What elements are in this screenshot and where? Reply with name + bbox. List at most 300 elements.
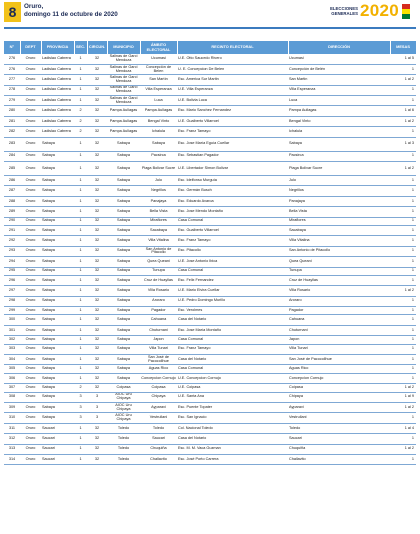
cell-municipality: Sabaya <box>107 325 140 335</box>
cell-municipality: Sabaya <box>107 267 140 275</box>
cell-circunscription: 32 <box>87 64 107 74</box>
cell-section: 1 <box>74 75 87 85</box>
cell-tables: 1 <box>390 307 416 315</box>
cell-department: Oruro <box>20 96 41 106</box>
cell-ambit: Bella Vista <box>140 207 177 217</box>
cell-tables: 1 <box>390 225 416 235</box>
cell-department: Oruro <box>20 127 41 137</box>
cell-number: 292 <box>4 236 20 246</box>
cell-province: Sabaya <box>41 151 74 161</box>
cell-number: 295 <box>4 267 20 275</box>
cell-section: 1 <box>74 296 87 306</box>
table-row <box>4 275 416 285</box>
cell-ambit: Coipasa <box>140 384 177 392</box>
cell-number: 278 <box>4 85 20 95</box>
cell-ambit: Negrillos <box>140 186 177 196</box>
table-row <box>4 403 416 413</box>
cell-circunscription: 32 <box>87 85 107 95</box>
cell-tables: 1 <box>390 413 416 423</box>
cell-circunscription: 32 <box>87 365 107 373</box>
cell-municipality: Salinas de Garci Mendoza <box>107 96 140 106</box>
cell-section: 1 <box>74 54 87 64</box>
cell-ambit: Ucumasi <box>140 54 177 64</box>
cell-number: 282 <box>4 127 20 137</box>
cell-precinct: Esc. Franz Tamayo <box>177 236 288 246</box>
cell-ambit: Concepción de Belen <box>140 64 177 74</box>
column-header: SEC. <box>74 41 87 54</box>
cell-circunscription: 32 <box>87 355 107 365</box>
cell-province: Sabaya <box>41 403 74 413</box>
cell-province: Sabaya <box>41 207 74 217</box>
cell-precinct: Esc. Pitacollo <box>177 246 288 256</box>
cell-precinct: Esc. Germán Busch <box>177 186 288 196</box>
cell-province: Sabaya <box>41 315 74 325</box>
cell-province: Sabaya <box>41 365 74 373</box>
cell-address: Concepción de Belén <box>288 64 390 74</box>
cell-ambit: San Antonio de Pitacollo <box>140 246 177 256</box>
table-row <box>4 137 416 151</box>
cell-number: 297 <box>4 286 20 296</box>
department-label: Oruro, <box>24 3 44 10</box>
table-row <box>4 196 416 206</box>
cell-precinct: Esc. Jose Mendo Montaño <box>177 207 288 217</box>
cell-department: Oruro <box>20 355 41 365</box>
table-row <box>4 344 416 354</box>
column-header: DIRECCIÓN <box>288 41 390 54</box>
cell-circunscription: 32 <box>87 434 107 444</box>
cell-ambit: Challavito <box>140 454 177 464</box>
cell-address: Quea Queani <box>288 257 390 267</box>
table-row <box>4 434 416 444</box>
cell-department: Oruro <box>20 106 41 116</box>
cell-section: 3 <box>74 392 87 402</box>
table-header-row <box>4 41 416 54</box>
cell-section: 1 <box>74 85 87 95</box>
cell-number: 285 <box>4 162 20 176</box>
cell-province: Sabaya <box>41 225 74 235</box>
cell-tables: 1 <box>390 365 416 373</box>
cell-address: Challavito <box>288 454 390 464</box>
cell-department: Oruro <box>20 267 41 275</box>
cell-address: Saucari <box>288 434 390 444</box>
cell-circunscription: 32 <box>87 96 107 106</box>
polling-stations-table <box>4 41 417 465</box>
table-row <box>4 162 416 176</box>
cell-circunscription: 32 <box>87 444 107 454</box>
cell-circunscription: 32 <box>87 315 107 325</box>
cell-precinct: Esc. Gualberto Villarroel <box>177 225 288 235</box>
cell-province: Ladislao Cabrera <box>41 116 74 126</box>
cell-circunscription: 3 <box>87 413 107 423</box>
cell-municipality: Sabaya <box>107 344 140 354</box>
table-row <box>4 64 416 74</box>
cell-section: 1 <box>74 176 87 186</box>
cell-number: 284 <box>4 151 20 161</box>
cell-municipality: Sabaya <box>107 286 140 296</box>
cell-precinct: U.E. Jose Antonio Ibica <box>177 257 288 267</box>
cell-province: Saucari <box>41 444 74 454</box>
cell-department: Oruro <box>20 217 41 225</box>
cell-ambit: Pacsirca <box>140 151 177 161</box>
cell-department: Oruro <box>20 246 41 256</box>
cell-address: Panajaya <box>288 196 390 206</box>
cell-tables: 1 al 3 <box>390 137 416 151</box>
cell-province: Sabaya <box>41 275 74 285</box>
column-header: N° <box>4 41 20 54</box>
cell-number: 287 <box>4 186 20 196</box>
cell-ambit: Toledo <box>140 423 177 433</box>
cell-address: San Antonio de Pitacollo <box>288 246 390 256</box>
cell-ambit: Villa Tunari <box>140 344 177 354</box>
cell-ambit: Tunupa <box>140 267 177 275</box>
cell-address: Aguas Rico <box>288 365 390 373</box>
cell-address: Aroraro <box>288 296 390 306</box>
cell-province: Sabaya <box>41 373 74 383</box>
cell-number: 277 <box>4 75 20 85</box>
cell-department: Oruro <box>20 116 41 126</box>
table-row <box>4 85 416 95</box>
cell-precinct: Esc. America Sur Martin <box>177 75 288 85</box>
cell-ambit: Vestrullani <box>140 413 177 423</box>
cell-department: Oruro <box>20 384 41 392</box>
cell-section: 1 <box>74 325 87 335</box>
cell-number: 306 <box>4 373 20 383</box>
cell-section: 1 <box>74 275 87 285</box>
cell-section: 3 <box>74 413 87 423</box>
cell-department: Oruro <box>20 225 41 235</box>
cell-precinct: Esc. Puente Topater <box>177 403 288 413</box>
cell-department: Oruro <box>20 186 41 196</box>
cell-section: 1 <box>74 286 87 296</box>
table-row <box>4 176 416 186</box>
cell-municipality: Sabaya <box>107 225 140 235</box>
cell-municipality: Salinas de Garci Mendoza <box>107 54 140 64</box>
cell-department: Oruro <box>20 286 41 296</box>
cell-municipality: AIOC Uru Chipaya <box>107 403 140 413</box>
cell-section: 1 <box>74 307 87 315</box>
cell-address: Piaga Bolivar Sucre <box>288 162 390 176</box>
cell-circunscription: 32 <box>87 196 107 206</box>
cell-ambit: Ichalula <box>140 127 177 137</box>
cell-municipality: Sabaya <box>107 137 140 151</box>
cell-number: 276 <box>4 64 20 74</box>
cell-tables: 1 al 2 <box>390 286 416 296</box>
cell-circunscription: 32 <box>87 344 107 354</box>
cell-section: 1 <box>74 236 87 246</box>
cell-ambit: Panajaya <box>140 196 177 206</box>
cell-number: 290 <box>4 217 20 225</box>
cell-municipality: Salinas de Garci Mendoza <box>107 85 140 95</box>
cell-municipality: Sabaya <box>107 196 140 206</box>
table-row <box>4 225 416 235</box>
flag-stripe-green <box>402 14 410 19</box>
cell-municipality: Salinas de Garci Mendoza <box>107 75 140 85</box>
cell-department: Oruro <box>20 137 41 151</box>
cell-department: Oruro <box>20 344 41 354</box>
cell-tables: 1 al 2 <box>390 403 416 413</box>
cell-province: Ladislao Cabrera <box>41 96 74 106</box>
cell-number: 301 <box>4 325 20 335</box>
header-divider <box>4 27 416 29</box>
cell-ambit: Pampa Aullagas <box>140 106 177 116</box>
cell-circunscription: 32 <box>87 151 107 161</box>
cell-province: Sabaya <box>41 196 74 206</box>
column-header: ÁMBITO ELECTORAL <box>140 41 177 54</box>
cell-circunscription: 32 <box>87 246 107 256</box>
cell-precinct: Esc. Mario Sanchez Fernandez <box>177 106 288 116</box>
cell-precinct: Esc. Verolmes <box>177 307 288 315</box>
cell-precinct: Esc. Eduardo Avaroa <box>177 196 288 206</box>
cell-circunscription: 3 <box>87 392 107 402</box>
cell-municipality: Sabaya <box>107 151 140 161</box>
cell-province: Sabaya <box>41 186 74 196</box>
cell-tables: 1 <box>390 355 416 365</box>
cell-precinct: U.E. Concepcion Cornujo <box>177 373 288 383</box>
cell-address: Villa Tunari <box>288 344 390 354</box>
cell-address: Chuquiña <box>288 444 390 454</box>
cell-precinct: Esc. San Ignacio <box>177 413 288 423</box>
cell-department: Oruro <box>20 296 41 306</box>
cell-municipality: Toledo <box>107 423 140 433</box>
cell-municipality: Sabaya <box>107 296 140 306</box>
cell-province: Sabaya <box>41 307 74 315</box>
cell-precinct: Col. Nacional Toledo <box>177 423 288 433</box>
cell-section: 1 <box>74 217 87 225</box>
cell-municipality: Sabaya <box>107 365 140 373</box>
cell-precinct: Esc. José Porto Carrera <box>177 454 288 464</box>
cell-province: Sabaya <box>41 257 74 267</box>
cell-department: Oruro <box>20 373 41 383</box>
cell-number: 288 <box>4 196 20 206</box>
table-row <box>4 246 416 256</box>
table-row <box>4 127 416 137</box>
cell-precinct: Casa del Notario <box>177 315 288 325</box>
cell-province: Sabaya <box>41 344 74 354</box>
cell-precinct: U.E. Libertador Simon Bolivar <box>177 162 288 176</box>
cell-precinct: U.E. Pedro Domingo Murillo <box>177 296 288 306</box>
cell-province: Sabaya <box>41 176 74 186</box>
table-row <box>4 373 416 383</box>
cell-address: Pacsirca <box>288 151 390 161</box>
cell-department: Oruro <box>20 275 41 285</box>
cell-circunscription: 32 <box>87 207 107 217</box>
cell-province: Sabaya <box>41 217 74 225</box>
cell-precinct: Esc. Sebastian Pagador <box>177 151 288 161</box>
cell-address: Pagador <box>288 307 390 315</box>
cell-circunscription: 32 <box>87 373 107 383</box>
cell-address: Julo <box>288 176 390 186</box>
cell-address: San Martin <box>288 75 390 85</box>
cell-municipality: Sabaya <box>107 176 140 186</box>
cell-ambit: Sacabaya <box>140 225 177 235</box>
cell-precinct: U.E. Mario Eivira Cuellar <box>177 286 288 296</box>
cell-municipality: Sabaya <box>107 257 140 267</box>
cell-province: Sabaya <box>41 392 74 402</box>
cell-municipality: Sabaya <box>107 246 140 256</box>
header-location <box>24 3 118 18</box>
cell-municipality: Sabaya <box>107 217 140 225</box>
cell-ambit: Saucari <box>140 434 177 444</box>
cell-province: Saucari <box>41 423 74 433</box>
table-row <box>4 186 416 196</box>
logo-line-2: GENERALES <box>331 10 358 16</box>
cell-address: Villa Vitalina <box>288 236 390 246</box>
cell-precinct: U. E. Concepcion De Belen <box>177 64 288 74</box>
cell-section: 1 <box>74 355 87 365</box>
table-row <box>4 236 416 246</box>
cell-precinct: Esc. M. M. Vaca Guzman <box>177 444 288 454</box>
cell-circunscription: 32 <box>87 137 107 151</box>
cell-circunscription: 32 <box>87 106 107 116</box>
cell-section: 1 <box>74 257 87 267</box>
cell-address: Bengal Vinto <box>288 116 390 126</box>
cell-section: 3 <box>74 403 87 413</box>
cell-tables: 1 al 2 <box>390 116 416 126</box>
cell-address: Miraflores <box>288 217 390 225</box>
cell-section: 1 <box>74 137 87 151</box>
cell-department: Oruro <box>20 365 41 373</box>
cell-number: 312 <box>4 434 20 444</box>
cell-section: 1 <box>74 207 87 217</box>
cell-number: 310 <box>4 413 20 423</box>
cell-section: 2 <box>74 127 87 137</box>
cell-municipality: Pampa Aullagas <box>107 116 140 126</box>
cell-tables: 1 <box>390 257 416 267</box>
cell-number: 283 <box>4 137 20 151</box>
cell-department: Oruro <box>20 413 41 423</box>
cell-address: Villa Rosario <box>288 286 390 296</box>
cell-province: Ladislao Cabrera <box>41 54 74 64</box>
cell-province: Sabaya <box>41 246 74 256</box>
table-row <box>4 365 416 373</box>
cell-section: 2 <box>74 116 87 126</box>
table-row <box>4 106 416 116</box>
cell-section: 1 <box>74 267 87 275</box>
cell-precinct: U.E. Coipasa <box>177 384 288 392</box>
cell-number: 314 <box>4 454 20 464</box>
page-header <box>0 0 420 26</box>
cell-circunscription: 32 <box>87 116 107 126</box>
cell-department: Oruro <box>20 151 41 161</box>
cell-department: Oruro <box>20 75 41 85</box>
table-row <box>4 96 416 106</box>
cell-precinct: Esc. Jose María Montaño <box>177 325 288 335</box>
cell-province: Sabaya <box>41 162 74 176</box>
cell-tables: 1 <box>390 151 416 161</box>
cell-department: Oruro <box>20 336 41 344</box>
cell-department: Oruro <box>20 423 41 433</box>
cell-number: 294 <box>4 257 20 267</box>
cell-circunscription: 32 <box>87 267 107 275</box>
cell-tables: 1 <box>390 207 416 217</box>
table-row <box>4 307 416 315</box>
cell-tables: 1 <box>390 344 416 354</box>
cell-municipality: Toledo <box>107 434 140 444</box>
cell-circunscription: 32 <box>87 384 107 392</box>
cell-ambit: Japon <box>140 336 177 344</box>
cell-ambit: Villa Esperanza <box>140 85 177 95</box>
cell-municipality: Sabaya <box>107 207 140 217</box>
cell-circunscription: 32 <box>87 286 107 296</box>
cell-ambit: Aguas Rico <box>140 365 177 373</box>
cell-department: Oruro <box>20 307 41 315</box>
cell-number: 313 <box>4 444 20 454</box>
cell-circunscription: 32 <box>87 186 107 196</box>
cell-precinct: Esc. Felix Fernandez <box>177 275 288 285</box>
cell-number: 308 <box>4 392 20 402</box>
cell-address: Bella Vista <box>288 207 390 217</box>
cell-province: Sabaya <box>41 325 74 335</box>
cell-province: Saucari <box>41 454 74 464</box>
cell-number: 305 <box>4 365 20 373</box>
cell-circunscription: 32 <box>87 296 107 306</box>
cell-municipality: Sabaya <box>107 275 140 285</box>
cell-precinct: U.E. Gualberto Villarroel <box>177 116 288 126</box>
cell-circunscription: 32 <box>87 217 107 225</box>
cell-address: Ayparavi <box>288 403 390 413</box>
table-row <box>4 267 416 275</box>
table-row <box>4 336 416 344</box>
cell-precinct: Casa Comunal <box>177 336 288 344</box>
cell-address: Coipasa <box>288 384 390 392</box>
cell-ambit: Piaga Bolivar Sucre <box>140 162 177 176</box>
cell-province: Ladislao Cabrera <box>41 64 74 74</box>
cell-address: San José de Pacocollhue <box>288 355 390 365</box>
cell-precinct: Esc. Jose María Eguía Cuellar <box>177 137 288 151</box>
cell-address: Negrillos <box>288 186 390 196</box>
cell-ambit: San Martín <box>140 75 177 85</box>
cell-number: 299 <box>4 307 20 315</box>
cell-tables: 1 al 4 <box>390 423 416 433</box>
cell-ambit: Aroraro <box>140 296 177 306</box>
cell-province: Ladislao Cabrera <box>41 75 74 85</box>
table-row <box>4 286 416 296</box>
cell-department: Oruro <box>20 325 41 335</box>
cell-section: 1 <box>74 151 87 161</box>
cell-number: 289 <box>4 207 20 217</box>
cell-municipality: Sabaya <box>107 373 140 383</box>
table-body <box>4 54 416 465</box>
cell-municipality: Sabaya <box>107 162 140 176</box>
cell-municipality: Toledo <box>107 444 140 454</box>
cell-tables: 1 <box>390 186 416 196</box>
cell-address: Ichalula <box>288 127 390 137</box>
cell-tables: 1 al 2 <box>390 162 416 176</box>
cell-tables: 1 al 5 <box>390 54 416 64</box>
cell-tables: 1 <box>390 64 416 74</box>
cell-municipality: Sabaya <box>107 307 140 315</box>
cell-ambit: Chipaya <box>140 392 177 402</box>
cell-department: Oruro <box>20 162 41 176</box>
cell-department: Oruro <box>20 315 41 325</box>
cell-address: Cahuana <box>288 315 390 325</box>
cell-tables: 1 al 2 <box>390 75 416 85</box>
cell-department: Oruro <box>20 257 41 267</box>
cell-municipality: Pampa Aullagas <box>107 106 140 116</box>
cell-precinct: U.E. Bolivia Luca <box>177 96 288 106</box>
cell-tables: 1 <box>390 176 416 186</box>
column-header: RECINTO ELECTORAL <box>177 41 288 54</box>
table-row <box>4 296 416 306</box>
cell-ambit: Sabaya <box>140 137 177 151</box>
cell-municipality: Coipasa <box>107 384 140 392</box>
cell-ambit: Concepcion Cornujo <box>140 373 177 383</box>
cell-number: 298 <box>4 296 20 306</box>
cell-tables: 1 <box>390 236 416 246</box>
cell-province: Sabaya <box>41 267 74 275</box>
cell-province: Sabaya <box>41 296 74 306</box>
cell-ambit: Miraflores <box>140 217 177 225</box>
